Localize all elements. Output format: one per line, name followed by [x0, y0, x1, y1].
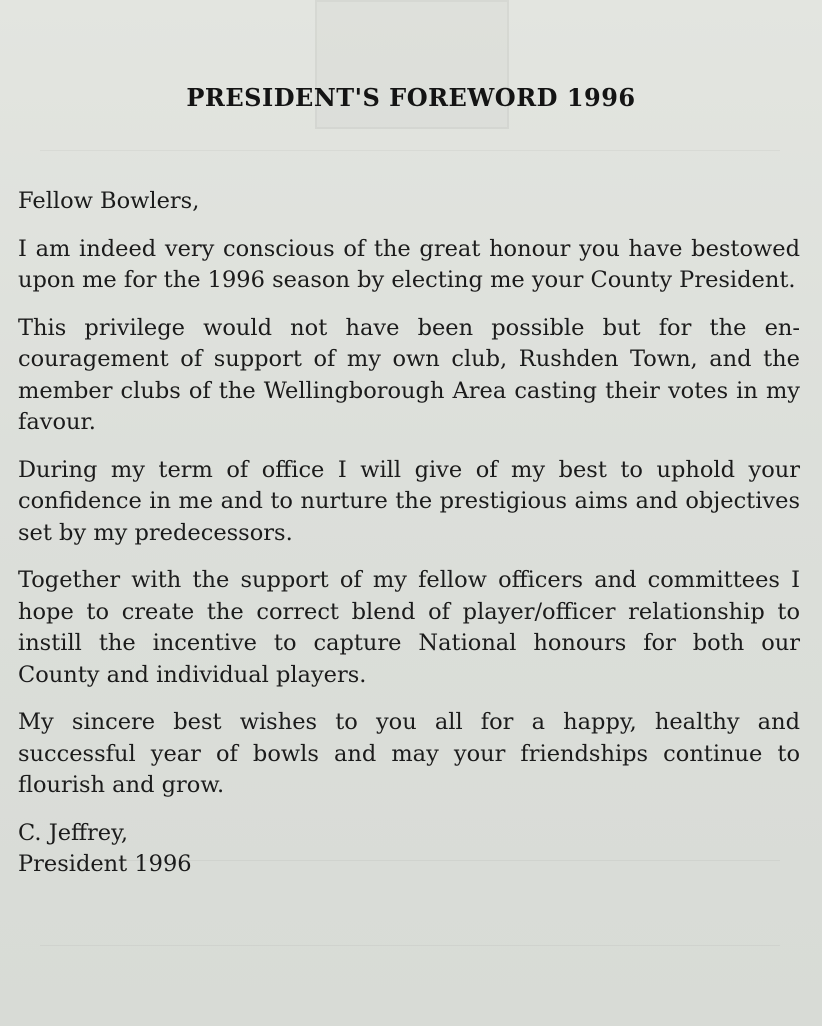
paragraph-5: My sincere best wishes to you all for a happy, healthy and successful year of bowls and may your friendships continue to flourish and grow.	[18, 709, 800, 798]
paragraph-3: During my term of office I will give of my best to uphold your confidence in me and to nurture the prestigious aims and objectives set by my predecessors.	[18, 456, 800, 546]
letter-body	[18, 186, 800, 881]
salutation: Fellow Bowlers,	[18, 188, 200, 214]
bleed-through-line	[40, 150, 780, 151]
paragraph-1: I am indeed very conscious of the great honour you have bestowed upon me for the 1996 season by electing me your County President.	[18, 235, 800, 293]
bleed-through-line	[40, 945, 780, 946]
signature-role: President 1996	[18, 851, 192, 877]
paragraph-2: This privilege would not have been possible but for the en- couragement of support of my own club, Rushden Town, and the member clubs of the Wellingborough Area casting their votes in my favour.	[18, 314, 800, 435]
page-title: PRESIDENT'S FOREWORD 1996	[186, 83, 636, 112]
paragraph-4: Together with the support of my fellow officers and committees I hope to create the correct blend of player/officer relationship to instill the incentive to capture National honours for both our County and individual players.	[18, 567, 800, 688]
signature-name: C. Jeffrey,	[18, 819, 128, 846]
